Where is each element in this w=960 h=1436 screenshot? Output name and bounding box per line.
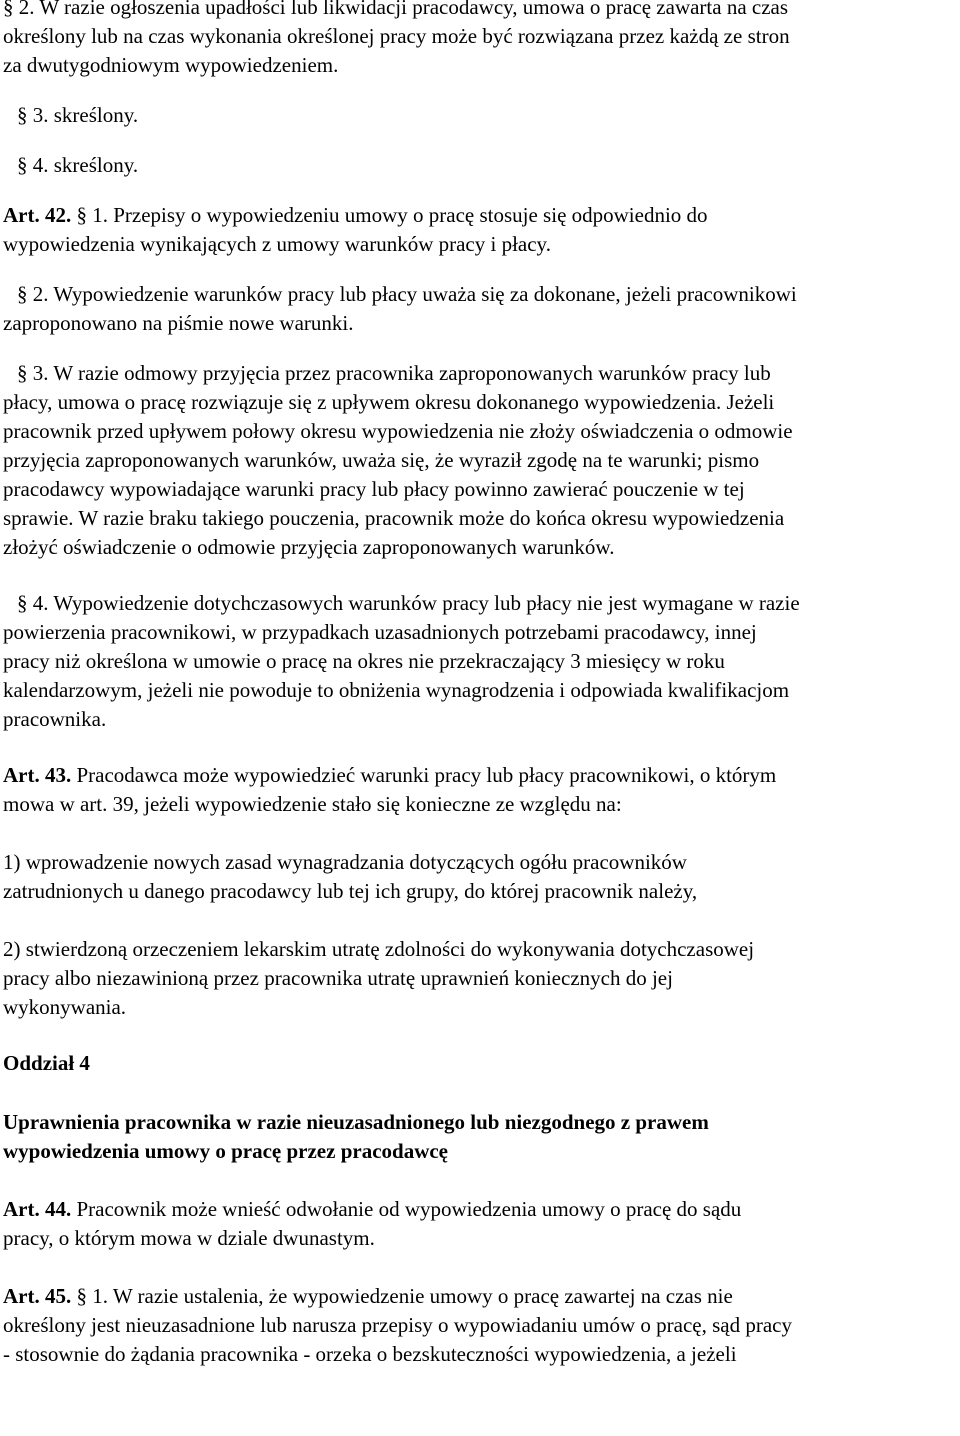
text-line: określony lub na czas wykonania określonej pracy może być rozwiązana przez każdą ze stron bbox=[3, 24, 790, 48]
text-line: Uprawnienia pracownika w razie nieuzasadnionego lub niezgodnego z prawem bbox=[3, 1110, 709, 1134]
text-line: § 3. skreślony. bbox=[17, 103, 139, 127]
text-line: § 1. Przepisy o wypowiedzeniu umowy o pracę stosuje się odpowiednio do bbox=[76, 203, 708, 227]
text-line: - stosownie do żądania pracownika - orzeka o bezskuteczności wypowiedzenia, a jeżeli bbox=[3, 1342, 737, 1366]
text-line: 2) stwierdzoną orzeczeniem lekarskim utratę zdolności do wykonywania dotychczasowej bbox=[3, 937, 755, 961]
text-line: Pracodawca może wypowiedzieć warunki pracy lub płacy pracownikowi, o którym bbox=[71, 763, 777, 787]
art-43-item-2 bbox=[3, 935, 957, 1022]
text-line: płacy, umowa o pracę rozwiązuje się z upływem okresu dokonanego wypowiedzenia. Jeżeli bbox=[3, 390, 775, 414]
text-line: wypowiedzenia umowy o pracę przez pracodawcę bbox=[3, 1139, 448, 1163]
text-line: za dwutygodniowym wypowiedzeniem. bbox=[3, 53, 339, 77]
text-line: § 1. W razie ustalenia, że wypowiedzenie umowy o pracę zawartej na czas nie bbox=[71, 1284, 733, 1308]
art-43-paragraph bbox=[3, 761, 957, 819]
paragraph-3-skreslony bbox=[3, 101, 957, 130]
paragraph-4-skreslony bbox=[3, 151, 957, 180]
art-42-paragraph-2 bbox=[3, 280, 957, 338]
text-line: § 4. skreślony. bbox=[17, 153, 139, 177]
article-label: Art. 43. bbox=[3, 763, 72, 787]
text-line: określony jest nieuzasadnione lub narusza przepisy o wypowiadaniu umów o pracę, sąd pracy bbox=[3, 1313, 793, 1337]
text-line: wypowiedzenia wynikających z umowy warunków pracy i płacy. bbox=[3, 232, 551, 256]
art-44-paragraph bbox=[3, 1195, 957, 1253]
text-line: przyjęcia zaproponowanych warunków, uważa się, że wyraził zgodę na te warunki; pismo bbox=[3, 448, 760, 472]
text-line: pracy niż określona w umowie o pracę na okres nie przekraczający 3 miesięcy w roku bbox=[3, 649, 725, 673]
text-line: złożyć oświadczenie o odmowie przyjęcia zaproponowanych warunków. bbox=[3, 535, 615, 559]
section-title: Oddział 4 bbox=[3, 1051, 90, 1075]
text-line: pracy, o którym mowa w dziale dwunastym. bbox=[3, 1226, 375, 1250]
article-label: Art. 45. bbox=[3, 1284, 72, 1308]
text-line: powierzenia pracownikowi, w przypadkach uzasadnionych potrzebami pracodawcy, innej bbox=[3, 620, 757, 644]
text-line: pracownik przed upływem połowy okresu wypowiedzenia nie złoży oświadczenia o odmowie bbox=[3, 419, 793, 443]
text-line: pracy albo niezawinioną przez pracownika utratę uprawnień koniecznych do jej bbox=[3, 966, 673, 990]
section-subtitle bbox=[3, 1108, 957, 1166]
article-label: Art. 44. bbox=[3, 1197, 72, 1221]
text-line: sprawie. W razie braku takiego pouczenia, pracownik może do końca okresu wypowiedzenia bbox=[3, 506, 785, 530]
text-line: § 2. Wypowiedzenie warunków pracy lub płacy uważa się za dokonane, jeżeli pracownikowi bbox=[17, 282, 797, 306]
text-line: pracodawcy wypowiadające warunki pracy lub płacy powinno zawierać pouczenie w tej bbox=[3, 477, 745, 501]
art-43-item-1 bbox=[3, 848, 957, 906]
text-line: kalendarzowym, jeżeli nie powoduje to obniżenia wynagrodzenia i odpowiada kwalifikacjom bbox=[3, 678, 790, 702]
text-line: § 4. Wypowiedzenie dotychczasowych warunków pracy lub płacy nie jest wymagane w razie bbox=[17, 591, 800, 615]
art-42-paragraph-3 bbox=[3, 359, 957, 562]
text-line: Pracownik może wnieść odwołanie od wypowiedzenia umowy o pracę do sądu bbox=[71, 1197, 742, 1221]
document-page bbox=[3, 0, 957, 1369]
art-45-paragraph bbox=[3, 1282, 957, 1369]
art-42-paragraph-4 bbox=[3, 589, 957, 734]
text-line: pracownika. bbox=[3, 707, 107, 731]
text-line: 1) wprowadzenie nowych zasad wynagradzania dotyczących ogółu pracowników bbox=[3, 850, 687, 874]
text-line: § 2. W razie ogłoszenia upadłości lub likwidacji pracodawcy, umowa o pracę zawarta na czas bbox=[3, 0, 789, 19]
text-line: § 3. W razie odmowy przyjęcia przez pracownika zaproponowanych warunków pracy lub bbox=[17, 361, 771, 385]
text-line: mowa w art. 39, jeżeli wypowiedzenie stało się konieczne ze względu na: bbox=[3, 792, 622, 816]
paragraph-upadlosc bbox=[3, 0, 957, 80]
text-line: zatrudnionych u danego pracodawcy lub tej ich grupy, do której pracownik należy, bbox=[3, 879, 698, 903]
text-line: zaproponowano na piśmie nowe warunki. bbox=[3, 311, 354, 335]
article-label: Art. 42. bbox=[3, 203, 72, 227]
text-line: wykonywania. bbox=[3, 995, 127, 1019]
art-42-paragraph-1 bbox=[3, 201, 957, 259]
